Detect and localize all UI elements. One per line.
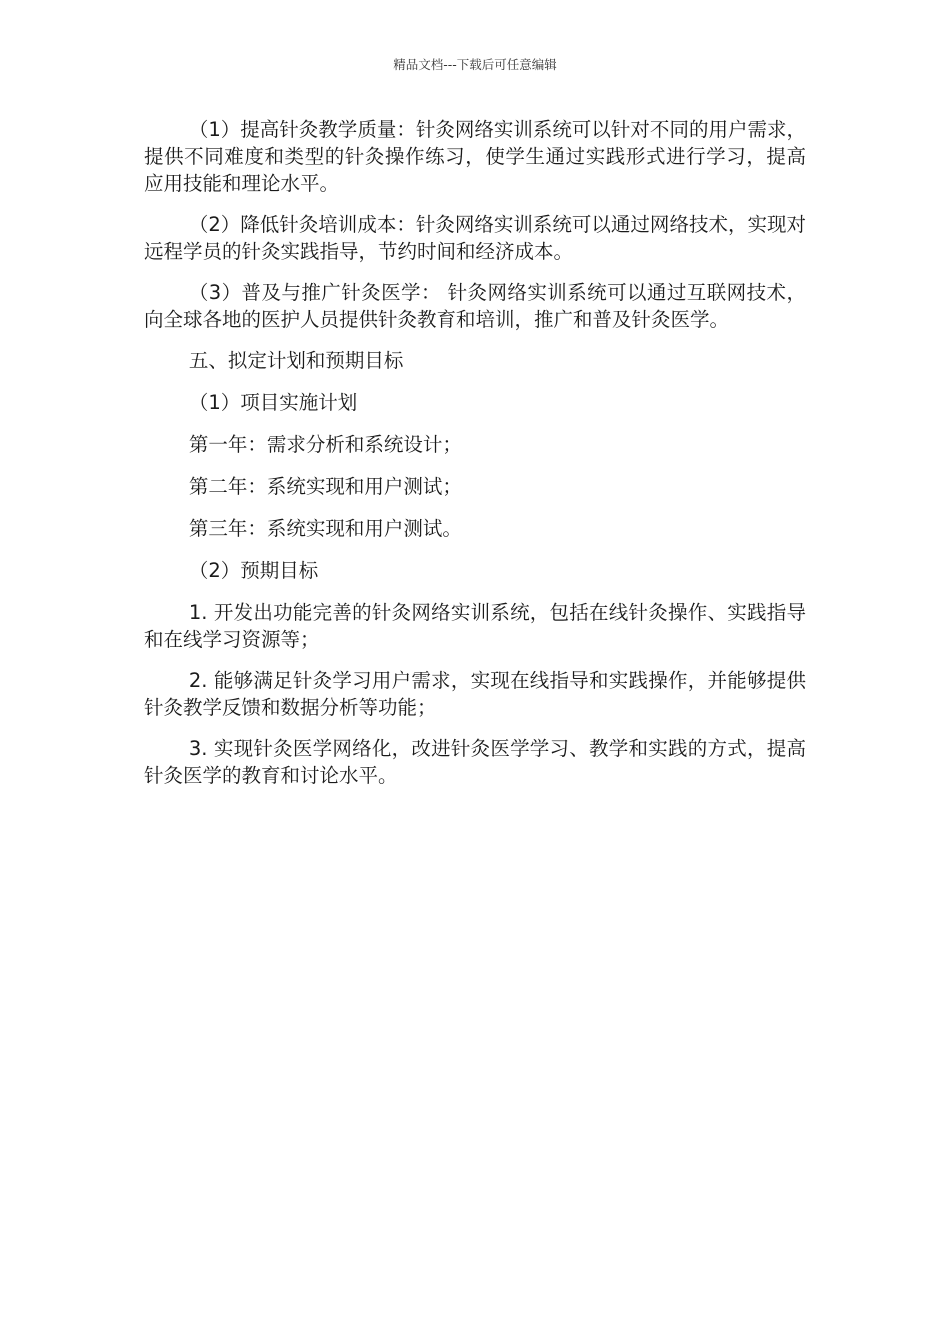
expected-goal-1: 1. 开发出功能完善的针灸网络实训系统，包括在线针灸操作、实践指导和在线学习资源等； [144,601,806,651]
plan-year-2: 第二年：系统实现和用户测试； [188,475,462,498]
paragraph-goal-1: （1）提高针灸教学质量：针灸网络实训系统可以针对不同的用户需求，提供不同难度和类型的针灸操作练习，使学生通过实践形式进行学习，提高应用技能和理论水平。 [144,118,806,195]
document-body [144,116,806,803]
expected-goal-3: 3. 实现针灸医学网络化，改进针灸医学学习、教学和实践的方式，提高针灸医学的教育和讨论水平。 [144,737,806,787]
plan-year-1: 第一年：需求分析和系统设计； [188,433,462,456]
expected-goal-2: 2. 能够满足针灸学习用户需求，实现在线指导和实践操作，并能够提供针灸教学反馈和数据分析等功能； [144,669,806,719]
paragraph-goal-3: （3）普及与推广针灸医学： 针灸网络实训系统可以通过互联网技术，向全球各地的医护人员提供针灸教育和培训，推广和普及针灸医学。 [144,281,806,331]
plan-year-3: 第三年：系统实现和用户测试。 [188,517,462,540]
section-heading-plan: 五、拟定计划和预期目标 [188,349,404,372]
subheading-expected-goals: （2）预期目标 [188,559,319,582]
subheading-implementation-plan: （1）项目实施计划 [188,391,358,414]
page-header: 精品文档---下载后可任意编辑 [393,57,557,72]
paragraph-goal-2: （2）降低针灸培训成本：针灸网络实训系统可以通过网络技术，实现对远程学员的针灸实践指导，节约时间和经济成本。 [144,213,806,263]
